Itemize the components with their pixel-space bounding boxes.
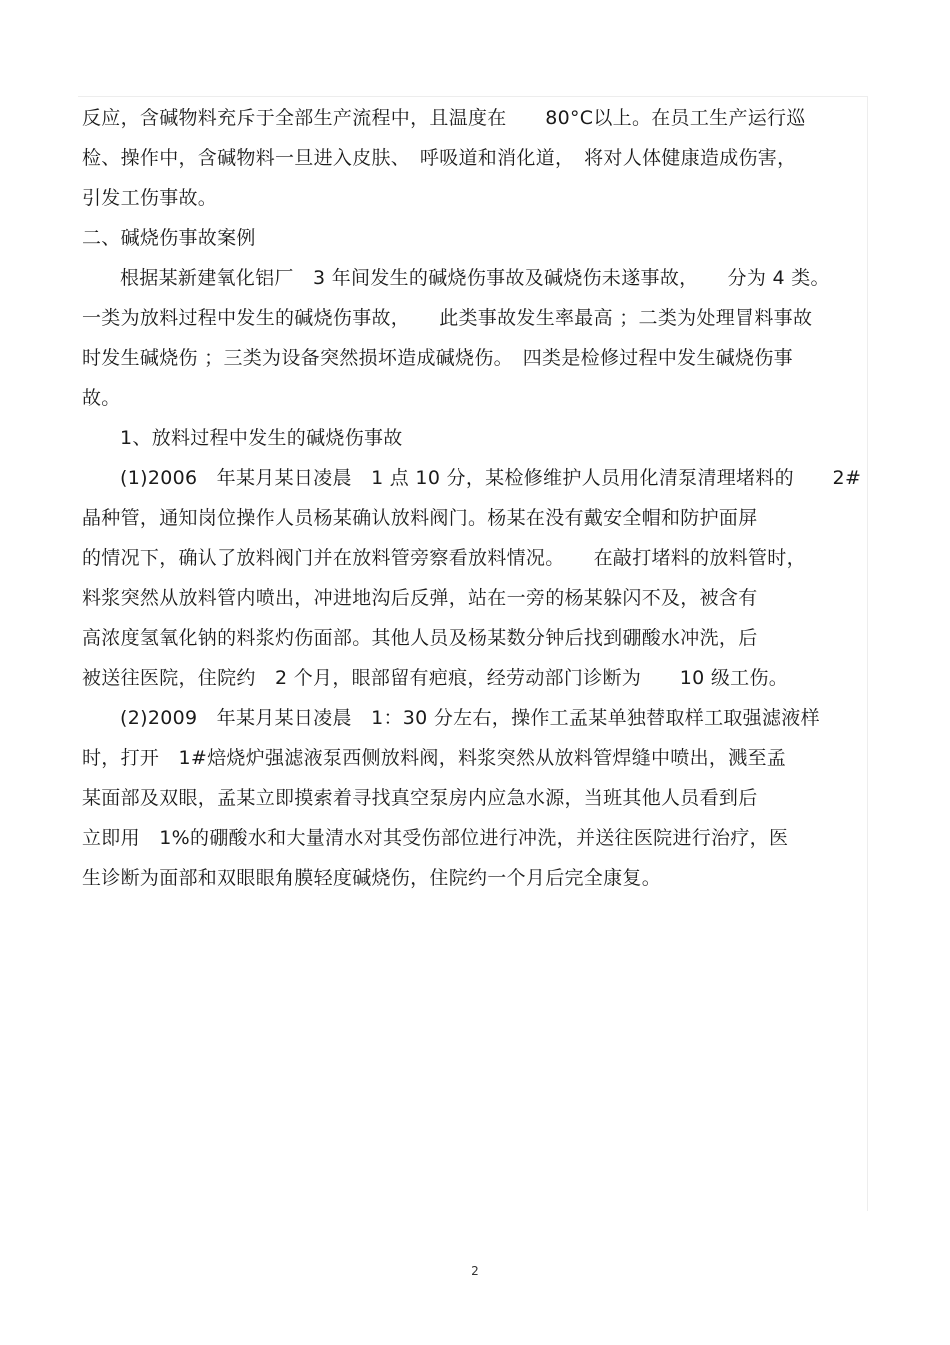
text-line: (2)2009 年某月某日凌晨 1：30 分左右，操作工孟某单独替取样工取强滤液样 [120, 707, 820, 729]
text-line: 检、操作中，含碱物料一旦进入皮肤、 呼吸道和消化道， 将对人体健康造成伤害， [82, 147, 797, 169]
text-line: 被送往医院，住院约 2 个月，眼部留有疤痕，经劳动部门诊断为 10 级工伤。 [82, 667, 789, 689]
text-line: (1)2006 年某月某日凌晨 1 点 10 分，某检修维护人员用化清泵清理堵料的 2# [120, 467, 862, 489]
section-summary-paragraph [82, 258, 872, 418]
case-1-paragraph [82, 458, 872, 698]
text-line: 时，打开 1#焙烧炉强滤液泵西侧放料阀，料浆突然从放料管焊缝中喷出，溅至孟 [82, 747, 787, 769]
text-line: 高浓度氢氧化钠的料浆灼伤面部。其他人员及杨某数分钟后找到硼酸水冲洗，后 [82, 627, 758, 649]
text-line: 立即用 1%的硼酸水和大量清水对其受伤部位进行冲洗，并送往医院进行治疗，医 [82, 827, 789, 849]
text-line: 反应，含碱物料充斥于全部生产流程中，且温度在 80°C以上。在员工生产运行巡 [82, 107, 806, 129]
text-line: 二、碱烧伤事故案例 [82, 227, 256, 249]
text-line: 的情况下，确认了放料阀门并在放料管旁察看放料情况。 在敲打堵料的放料管时， [82, 547, 806, 569]
text-line: 故。 [82, 387, 121, 409]
section-heading [82, 218, 872, 258]
text-line: 某面部及双眼，孟某立即摸索着寻找真空泵房内应急水源，当班其他人员看到后 [82, 787, 758, 809]
text-line: 根据某新建氧化铝厂 3 年间发生的碱烧伤事故及碱烧伤未遂事故， 分为 4 类。 [120, 267, 830, 289]
subsection-heading [82, 418, 872, 458]
case-2-paragraph [82, 698, 872, 898]
text-line: 一类为放料过程中发生的碱烧伤事故， 此类事故发生率最高 ；二类为处理冒料事故 [82, 307, 813, 329]
text-line: 1、放料过程中发生的碱烧伤事故 [120, 427, 403, 449]
page-number: 2 [471, 1264, 479, 1278]
text-line: 时发生碱烧伤 ；三类为设备突然损坏造成碱烧伤。 四类是检修过程中发生碱烧伤事 [82, 347, 793, 369]
text-line: 料浆突然从放料管内喷出，冲进地沟后反弹，站在一旁的杨某躲闪不及，被含有 [82, 587, 758, 609]
text-line: 引发工伤事故。 [82, 187, 218, 209]
text-line: 生诊断为面部和双眼眼角膜轻度碱烧伤，住院约一个月后完全康复。 [82, 867, 662, 889]
intro-continuation-paragraph [82, 98, 872, 218]
document-body [82, 98, 872, 898]
text-line: 晶种管，通知岗位操作人员杨某确认放料阀门。杨某在没有戴安全帽和防护面屏 [82, 507, 758, 529]
